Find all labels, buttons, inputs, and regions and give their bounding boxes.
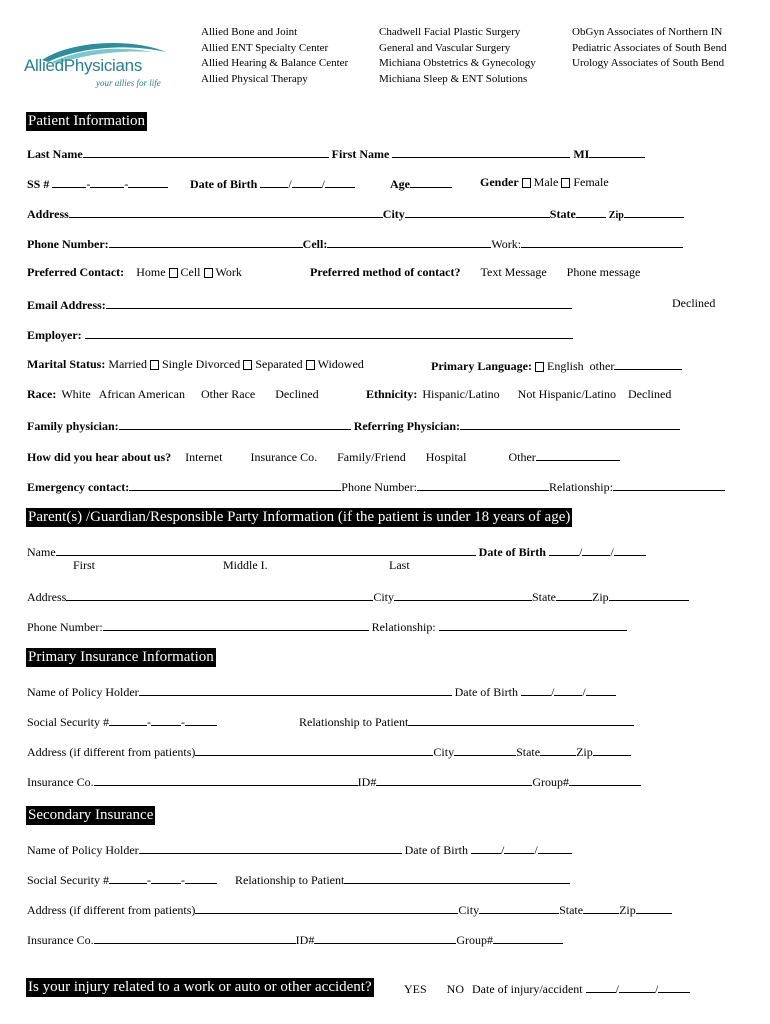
male-checkbox[interactable] <box>522 178 531 188</box>
last-name-row <box>27 146 645 162</box>
primary-relationship-row <box>299 714 634 730</box>
address-row <box>27 206 684 222</box>
practice-name: General and Vascular Surgery <box>379 41 511 54</box>
secondary-group-label: Group# <box>456 933 493 947</box>
primary-state-label: State <box>516 745 541 759</box>
divorced-checkbox[interactable] <box>243 360 252 370</box>
primary-insurance-title: Primary Insurance Information <box>28 649 214 665</box>
dob-year-field[interactable] <box>325 176 355 188</box>
physician-row <box>27 418 680 434</box>
primary-ss-label: Social Security # <box>27 715 109 729</box>
mi-field[interactable] <box>589 146 645 158</box>
guardian-section-title: Parent(s) /Guardian/Responsible Party Information (if the patient is under 18 years of age) <box>28 509 571 525</box>
guardian-address-field[interactable] <box>66 589 373 601</box>
primary-dob-day[interactable] <box>554 684 582 696</box>
primary-company-row <box>27 774 641 790</box>
divorced-label: Divorced <box>195 357 241 371</box>
injury-question: Is your injury related to a work or auto or other accident? <box>28 979 372 995</box>
african-american-option[interactable]: African American <box>98 387 185 401</box>
guardian-phone-field[interactable] <box>103 619 369 631</box>
injury-yes-option[interactable]: YES <box>404 982 427 996</box>
primary-holder-label: Name of Policy Holder <box>27 685 139 699</box>
ss-field-1[interactable] <box>52 176 86 188</box>
married-label: Married <box>108 357 147 371</box>
practice-name: Allied ENT Specialty Center <box>201 41 329 54</box>
guardian-name-field[interactable] <box>56 544 476 556</box>
cell-label: Cell: <box>302 237 328 251</box>
gender-row <box>480 176 609 190</box>
primary-group-field[interactable] <box>569 774 641 786</box>
guardian-middle-hint: Middle I. <box>223 558 268 572</box>
age-field[interactable] <box>410 176 452 188</box>
secondary-ss-2[interactable] <box>151 872 181 884</box>
injury-date-year[interactable] <box>658 981 690 993</box>
phone-row <box>27 236 683 252</box>
secondary-company-label: Insurance Co. <box>27 933 94 947</box>
practice-name: Michiana Obstetrics & Gynecology <box>379 57 536 69</box>
first-name-field[interactable] <box>392 146 570 158</box>
secondary-company-field[interactable] <box>94 932 296 944</box>
guardian-city-label: City <box>373 590 394 604</box>
practice-name: Allied Physical Therapy <box>201 72 308 85</box>
guardian-phone-label: Phone Number: <box>27 620 103 634</box>
primary-address-row <box>27 744 631 760</box>
ethnicity-label: Ethnicity: <box>366 387 418 401</box>
guardian-address-label: Address <box>27 590 67 604</box>
home-checkbox[interactable] <box>169 268 178 278</box>
family-physician-field[interactable] <box>119 418 351 430</box>
cell-checkbox[interactable] <box>204 268 213 278</box>
primary-relationship-label: Relationship to Patient <box>299 715 409 729</box>
guardian-dob-label: Date of Birth <box>478 545 546 559</box>
practice-name: Allied Bone and Joint <box>201 26 298 38</box>
guardian-phone-row <box>27 619 627 635</box>
secondary-holder-field[interactable] <box>139 842 402 854</box>
gender-label: Gender <box>480 175 519 189</box>
city-field[interactable] <box>405 206 550 218</box>
text-message-option[interactable]: Text Message <box>480 265 547 279</box>
employer-field[interactable] <box>85 327 573 339</box>
emergency-field[interactable] <box>129 479 341 491</box>
secondary-dob-month[interactable] <box>471 842 501 854</box>
primary-dob-month[interactable] <box>521 684 551 696</box>
secondary-zip-label: Zip <box>619 903 636 917</box>
secondary-address-row <box>27 902 672 918</box>
emergency-relationship-label: Relationship: <box>548 480 613 494</box>
home-label: Home <box>136 265 166 279</box>
primary-address-label: Address (if different from patients) <box>27 745 196 759</box>
guardian-relationship-field[interactable] <box>439 619 627 631</box>
injury-date-day[interactable] <box>619 981 655 993</box>
dob-row: Date of Birth / / <box>190 176 355 192</box>
secondary-ss-3[interactable] <box>185 872 217 884</box>
preferred-method-label: Preferred method of contact? <box>310 265 461 279</box>
secondary-group-field[interactable] <box>493 932 563 944</box>
patient-section-title: Patient Information <box>28 113 146 129</box>
age-label: Age <box>390 177 410 191</box>
hear-label: How did you hear about us? <box>27 450 172 464</box>
secondary-relationship-label: Relationship to Patient <box>235 873 345 887</box>
primary-relationship-field[interactable] <box>408 714 634 726</box>
primary-city-label: City <box>433 745 455 759</box>
injury-date-label: Date of injury/accident <box>472 982 583 996</box>
hear-row <box>27 449 620 465</box>
practices-col3 <box>572 25 727 72</box>
single-label: Single <box>161 357 193 371</box>
city-label: City <box>382 207 405 221</box>
emergency-row <box>27 479 725 495</box>
primary-ss-2[interactable] <box>151 714 181 726</box>
secondary-state-field[interactable] <box>583 902 619 914</box>
primary-zip-label: Zip <box>576 745 593 759</box>
ss-label: SS # <box>27 177 50 191</box>
primary-id-field[interactable] <box>376 774 532 786</box>
secondary-ss-row: Social Security # - - <box>27 872 217 888</box>
injury-date-month[interactable] <box>586 981 616 993</box>
state-field[interactable] <box>576 206 606 218</box>
race-label: Race: <box>27 387 57 401</box>
primary-id-label: ID# <box>357 775 377 789</box>
secondary-dob-label: Date of Birth <box>404 843 468 857</box>
guardian-dob-day[interactable] <box>582 544 610 556</box>
logo-tagline: your allies for life <box>96 78 161 88</box>
language-row <box>431 358 682 374</box>
secondary-ss-label: Social Security # <box>27 873 109 887</box>
practice-name: Michiana Sleep & ENT Solutions <box>379 72 528 85</box>
secondary-company-row <box>27 932 563 948</box>
last-name-label: Last Name <box>27 147 83 161</box>
insurance-co-option[interactable]: Insurance Co. <box>250 450 318 464</box>
secondary-city-label: City <box>458 903 480 917</box>
secondary-id-label: ID# <box>295 933 315 947</box>
email-label: Email Address: <box>27 298 106 312</box>
emergency-label: Emergency contact: <box>27 480 130 494</box>
phone-label: Phone Number: <box>27 237 109 251</box>
primary-address-field[interactable] <box>195 744 433 756</box>
state-label: State <box>549 207 576 221</box>
guardian-dob-month[interactable] <box>549 544 579 556</box>
injury-row: YES NO Date of injury/accident / / <box>404 981 690 997</box>
practice-name: Urology Associates of South Bend <box>572 57 725 69</box>
email-row <box>27 297 572 313</box>
not-hispanic-option[interactable]: Not Hispanic/Latino <box>517 387 616 401</box>
english-checkbox[interactable] <box>535 362 544 372</box>
secondary-dob-year[interactable] <box>538 842 572 854</box>
guardian-last-hint: Last <box>389 558 410 572</box>
separated-label: Separated <box>255 357 303 371</box>
phone-field[interactable] <box>109 236 303 248</box>
practice-name: Pediatric Associates of South Bend <box>572 41 727 54</box>
race-row <box>27 388 319 402</box>
ss-row: SS # - - <box>27 176 168 192</box>
secondary-insurance-title: Secondary Insurance <box>28 807 154 823</box>
practice-name: ObGyn Associates of Northern IN <box>572 26 723 38</box>
internet-option[interactable]: Internet <box>185 450 223 464</box>
dob-month-field[interactable] <box>260 176 288 188</box>
secondary-holder-label: Name of Policy Holder <box>27 843 139 857</box>
other-race-option[interactable]: Other Race <box>200 387 256 401</box>
employer-label: Employer: <box>27 328 82 342</box>
primary-dob-year[interactable] <box>586 684 616 696</box>
guardian-state-label: State <box>532 590 556 604</box>
ss-field-2[interactable] <box>90 176 124 188</box>
practices-col2 <box>379 25 536 87</box>
mi-label: MI <box>573 147 590 161</box>
primary-company-field[interactable] <box>94 774 358 786</box>
secondary-address-label: Address (if different from patients) <box>27 903 196 917</box>
employer-row <box>27 327 573 343</box>
secondary-dob-day[interactable] <box>504 842 534 854</box>
cell-option-label: Cell <box>180 265 201 279</box>
guardian-dob-year[interactable] <box>614 544 646 556</box>
logo-name: AlliedPhysicians <box>24 56 143 75</box>
primary-dob-label: Date of Birth <box>454 685 518 699</box>
primary-ss-row: Social Security # - - <box>27 714 217 730</box>
secondary-holder-row: Name of Policy Holder Date of Birth / / <box>27 842 572 858</box>
cell-field[interactable] <box>327 236 491 248</box>
dob-label: Date of Birth <box>190 177 258 191</box>
secondary-id-field[interactable] <box>314 932 456 944</box>
preferred-contact-label: Preferred Contact: <box>27 265 125 279</box>
guardian-relationship-label: Relationship: <box>371 620 436 634</box>
emergency-phone-label: Phone Number: <box>341 480 417 494</box>
zip-label: Zip <box>608 210 624 221</box>
other-language-label: other <box>589 359 615 373</box>
phone-message-option[interactable]: Phone message <box>566 265 641 279</box>
hispanic-option[interactable]: Hispanic/Latino <box>422 387 500 401</box>
work-field[interactable] <box>521 236 683 248</box>
zip-field[interactable] <box>624 206 684 218</box>
other-source-field[interactable] <box>536 449 620 461</box>
primary-holder-row: Name of Policy Holder Date of Birth / / <box>27 684 616 700</box>
guardian-first-hint: First <box>73 558 96 572</box>
guardian-zip-label: Zip <box>592 590 609 604</box>
address-field[interactable] <box>69 206 383 218</box>
marital-row <box>27 358 364 372</box>
guardian-name-label: Name <box>27 545 56 559</box>
emergency-relationship-field[interactable] <box>613 479 725 491</box>
family-physician-label: Family physician: <box>27 419 119 433</box>
separated-checkbox[interactable] <box>306 360 315 370</box>
dob-day-field[interactable] <box>292 176 322 188</box>
primary-ss-3[interactable] <box>185 714 217 726</box>
injury-no-option[interactable]: NO <box>446 982 465 996</box>
language-label: Primary Language: <box>431 359 532 373</box>
address-label: Address <box>27 207 69 221</box>
preferred-contact-row <box>27 266 242 280</box>
secondary-zip-field[interactable] <box>636 902 672 914</box>
hospital-option[interactable]: Hospital <box>425 450 467 464</box>
other-language-field[interactable] <box>614 358 682 370</box>
primary-company-label: Insurance Co. <box>27 775 94 789</box>
secondary-city-field[interactable] <box>479 902 559 914</box>
primary-group-label: Group# <box>532 775 569 789</box>
ethnicity-row <box>366 388 671 402</box>
female-label: Female <box>573 175 609 189</box>
secondary-state-label: State <box>559 903 584 917</box>
email-declined-option[interactable]: Declined <box>672 296 716 310</box>
guardian-address-row <box>27 589 689 605</box>
first-name-label: First Name <box>331 147 390 161</box>
widowed-label: Widowed <box>317 357 364 371</box>
ss-field-3[interactable] <box>128 176 168 188</box>
guardian-state-field[interactable] <box>556 589 592 601</box>
referring-physician-label: Referring Physician: <box>353 419 460 433</box>
white-option[interactable]: White <box>61 387 91 401</box>
primary-ss-1[interactable] <box>109 714 147 726</box>
primary-state-field[interactable] <box>540 744 576 756</box>
marital-label: Marital Status: <box>27 357 106 371</box>
guardian-city-field[interactable] <box>394 589 532 601</box>
email-field[interactable] <box>106 297 572 309</box>
guardian-zip-field[interactable] <box>609 589 689 601</box>
secondary-address-field[interactable] <box>195 902 458 914</box>
work-option-label: Work <box>215 265 242 279</box>
work-label: Work: <box>491 237 522 251</box>
practices-col1 <box>201 25 348 87</box>
logo <box>22 38 172 96</box>
primary-city-field[interactable] <box>454 744 516 756</box>
english-label: English <box>547 359 584 373</box>
secondary-relationship-field[interactable] <box>344 872 570 884</box>
last-name-field[interactable] <box>83 146 329 158</box>
family-friend-option[interactable]: Family/Friend <box>337 450 406 464</box>
female-checkbox[interactable] <box>561 178 570 188</box>
race-declined-option[interactable]: Declined <box>275 387 319 401</box>
secondary-relationship-row <box>235 872 570 888</box>
practice-name: Allied Hearing & Balance Center <box>201 57 349 69</box>
emergency-phone-field[interactable] <box>417 479 549 491</box>
primary-holder-field[interactable] <box>139 684 452 696</box>
other-source-label: Other <box>508 450 536 464</box>
referring-physician-field[interactable] <box>460 418 680 430</box>
ethnicity-declined-option[interactable]: Declined <box>628 387 672 401</box>
male-label: Male <box>533 175 559 189</box>
practice-name: Chadwell Facial Plastic Surgery <box>379 26 521 38</box>
age-row <box>390 176 452 192</box>
primary-zip-field[interactable] <box>593 744 631 756</box>
secondary-ss-1[interactable] <box>109 872 147 884</box>
married-checkbox[interactable] <box>150 360 159 370</box>
guardian-name-row: Name Date of Birth / / <box>27 544 646 560</box>
preferred-method-row <box>310 266 640 280</box>
